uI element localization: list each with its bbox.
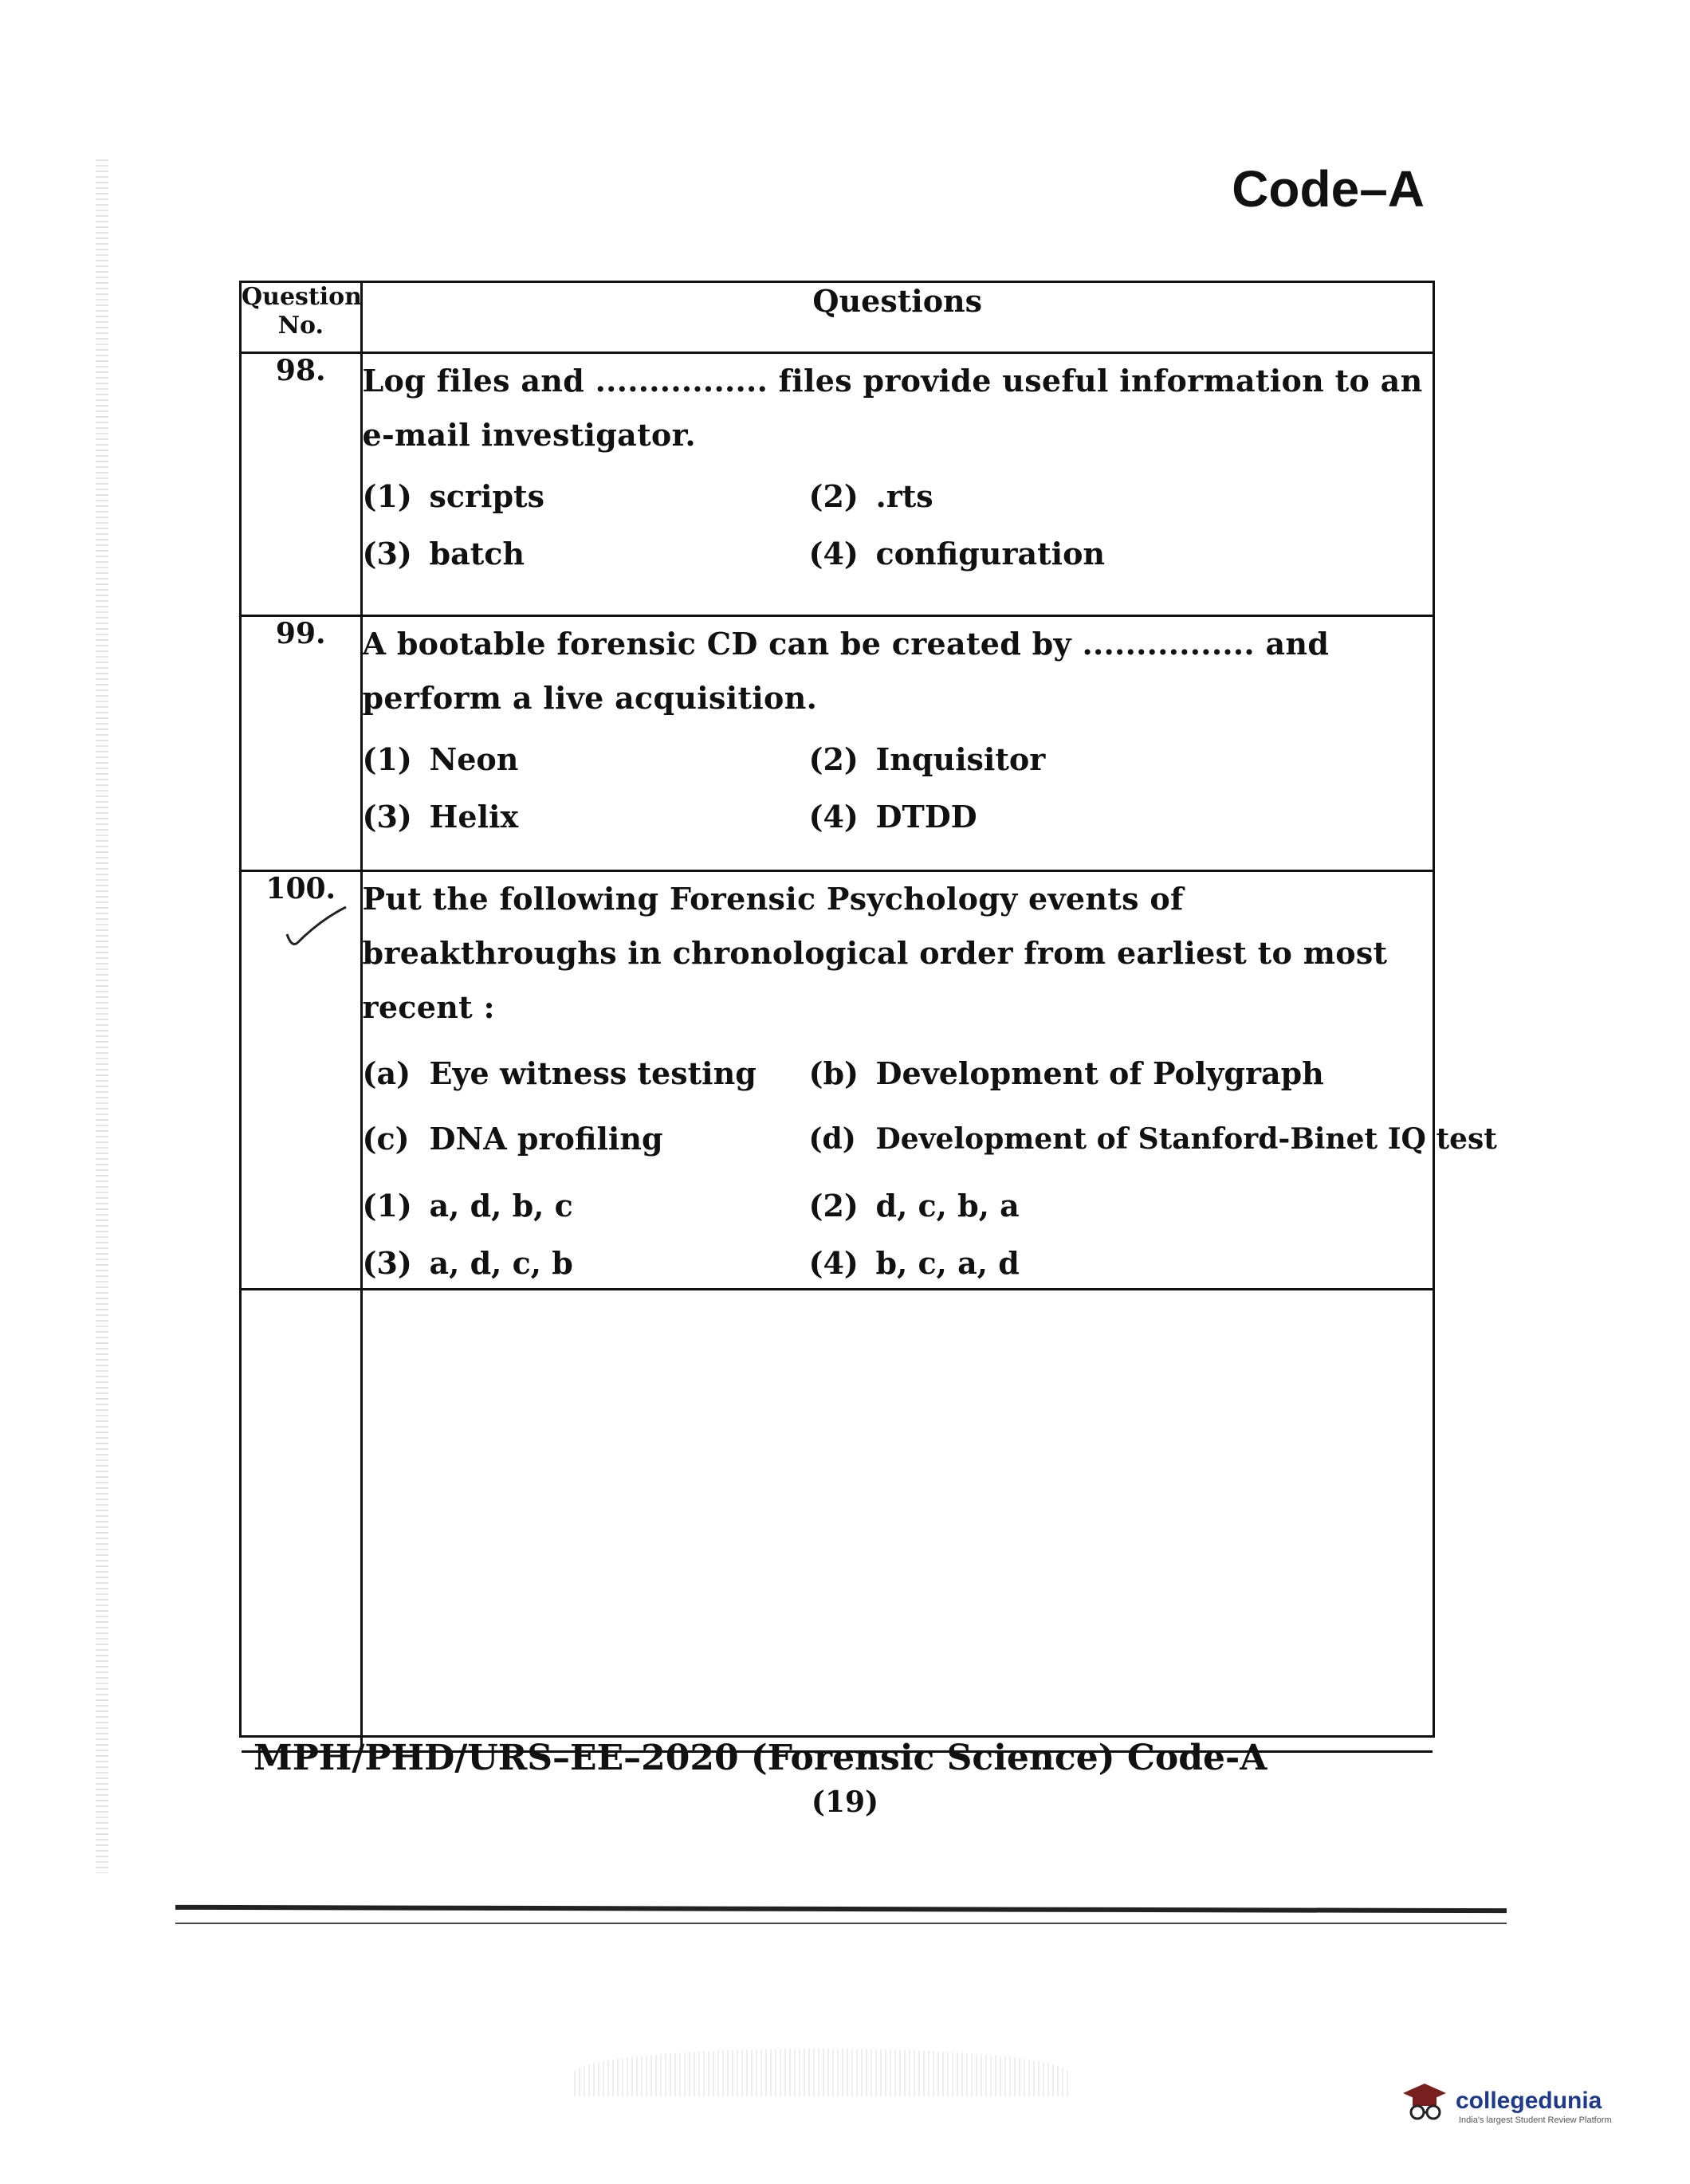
question-stem: A bootable forensic CD can be created by ................ and perform a live acquisition. xyxy=(362,626,1330,716)
empty-row xyxy=(242,1290,1433,1752)
answer-option: (3) batch xyxy=(362,536,525,572)
question-row xyxy=(242,616,1433,871)
answer-option: (4) b, c, a, d xyxy=(808,1245,1020,1281)
watermark-logo xyxy=(1400,2080,1612,2125)
question-table-frame xyxy=(239,281,1497,1738)
answer-option: (2) d, c, b, a xyxy=(808,1188,1020,1224)
answer-option: (3) Helix xyxy=(362,799,519,835)
statement-item: (c) DNA profiling xyxy=(362,1121,663,1157)
answer-options xyxy=(363,1181,1433,1288)
page-bottom-rule xyxy=(175,1905,1507,1913)
statement-item: (d) Development of Stanford-Binet IQ test xyxy=(808,1122,1497,1156)
graduation-cap-icon xyxy=(1400,2080,1449,2122)
question-number: 98. xyxy=(242,353,361,616)
page-bottom-rule-thin xyxy=(175,1923,1507,1924)
questions-header: Questions xyxy=(361,283,1433,353)
question-row xyxy=(242,871,1433,1290)
paper-code-label: Code–A xyxy=(1232,160,1425,218)
answer-option: (4) DTDD xyxy=(808,799,977,835)
page-number: (19) xyxy=(811,1785,879,1819)
answer-options xyxy=(363,472,1433,579)
brand-name: collegedunia xyxy=(1456,2088,1602,2114)
answer-option: (2) .rts xyxy=(808,478,933,514)
answer-option: (1) a, d, b, c xyxy=(362,1188,573,1224)
answer-option: (2) Inquisitor xyxy=(808,741,1046,777)
scan-shadow xyxy=(96,159,108,1873)
answer-option: (1) Neon xyxy=(362,741,519,777)
question-row xyxy=(242,353,1433,616)
question-number: 100. xyxy=(242,871,361,1290)
brand-tagline: India's largest Student Review Platform xyxy=(1459,2115,1612,2125)
question-table xyxy=(242,283,1497,1753)
statement-item: (b) Development of Polygraph xyxy=(808,1055,1324,1091)
question-stem: Log files and ................ files provide useful information to an e-mail investigator. xyxy=(362,363,1423,453)
answer-option: (4) configuration xyxy=(808,536,1106,572)
question-stem: Put the following Forensic Psychology events of breakthroughs in chronological order from earliest to most recent : xyxy=(362,881,1388,1025)
table-header-row xyxy=(242,283,1433,353)
answer-option: (1) scripts xyxy=(362,478,545,514)
question-number: 99. xyxy=(242,616,361,871)
handwritten-tick-icon xyxy=(281,902,352,958)
answer-option: (3) a, d, c, b xyxy=(362,1245,573,1281)
answer-options xyxy=(363,735,1433,842)
scan-smudge xyxy=(574,2048,1068,2096)
question-number-header: Question No. xyxy=(242,283,361,353)
statement-item: (a) Eye witness testing xyxy=(362,1055,757,1091)
statement-items xyxy=(362,1049,1497,1172)
paper-footer-code: MPH/PHD/URS–EE–2020 (Forensic Science) Code-A xyxy=(254,1738,1268,1778)
